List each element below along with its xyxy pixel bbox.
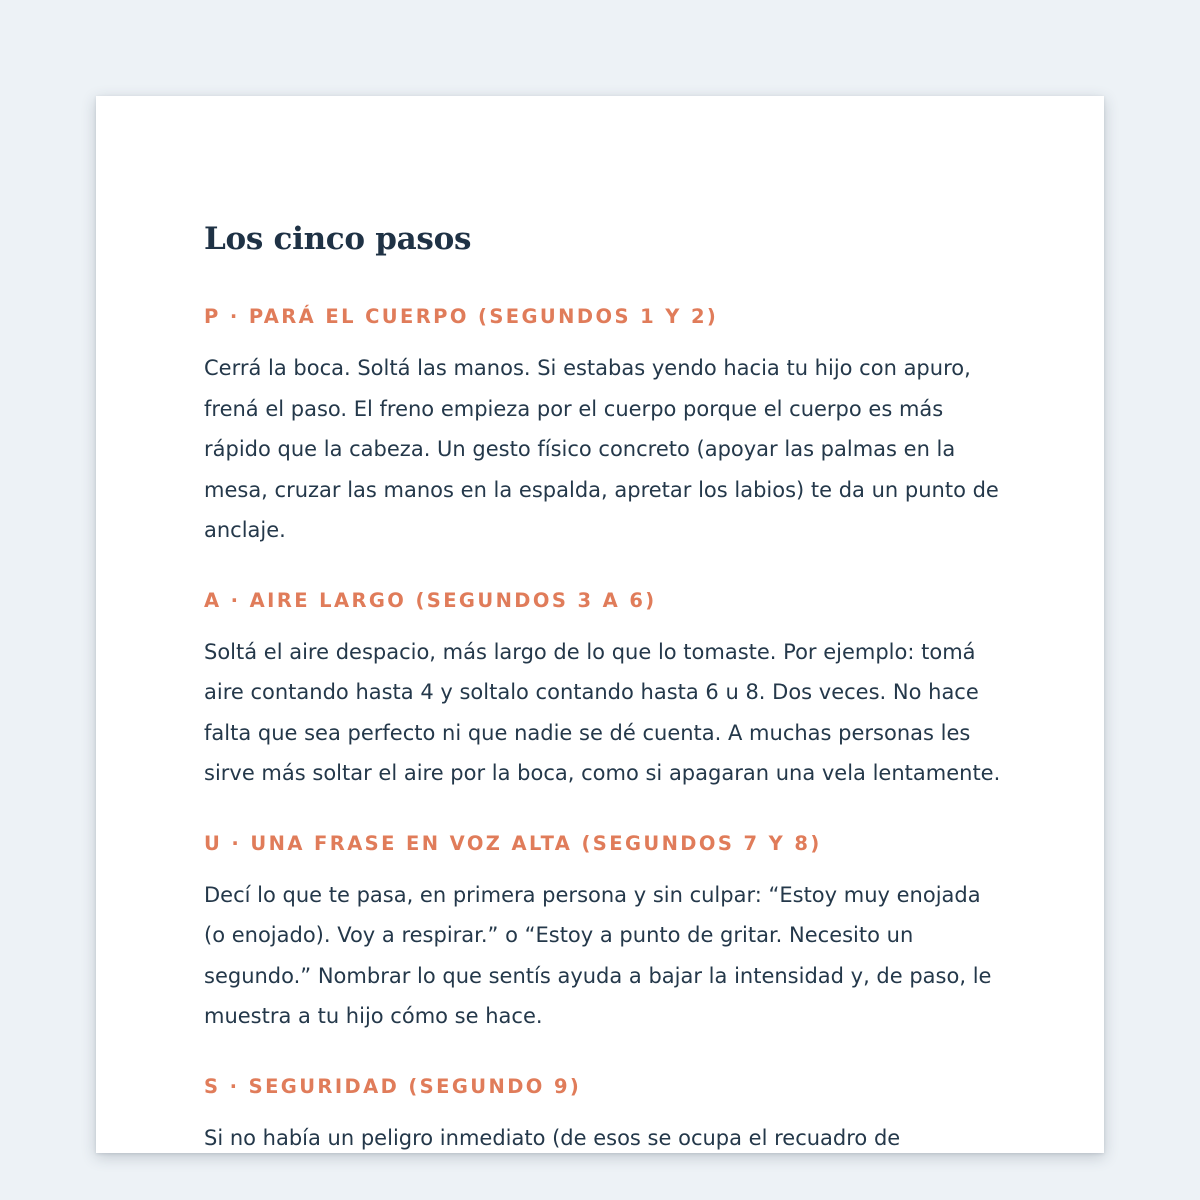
step-heading: A · AIRE LARGO (SEGUNDOS 3 A 6)	[204, 588, 657, 612]
step-a	[204, 584, 1004, 794]
step-body: Cerrá la boca. Soltá las manos. Si estabas yendo hacia tu hijo con apuro, frená el paso. El freno empieza por el cuerpo porque el cuerpo es más rápido que la cabeza. Un gesto físico concreto (apoyar las palmas en la mesa, cruzar las manos en la espalda, apretar los labios) te da un punto de anclaje.	[204, 356, 999, 542]
step-body: Soltá el aire despacio, más largo de lo que lo tomaste. Por ejemplo: tomá aire contando hasta 4 y soltalo contando hasta 6 u 8. Dos veces. No hace falta que sea perfecto ni que nadie se dé cuenta. A muchas personas les sirve más soltar el aire por la boca, como si apagaran una vela lentamente.	[204, 639, 1001, 785]
step-heading: S · SEGURIDAD (SEGUNDO 9)	[204, 1074, 582, 1098]
step-heading: U · UNA FRASE EN VOZ ALTA (SEGUNDOS 7 Y 8)	[204, 831, 822, 855]
step-p	[204, 300, 1004, 551]
step-body: Decí lo que te pasa, en primera persona y sin culpar: “Estoy muy enojada (o enojado). Voy a respirar.” o “Estoy a punto de gritar. Necesito un segundo.” Nombrar lo que sentís ayuda a bajar la intensidad y, de paso, le muestra a tu hijo cómo se hace.	[204, 882, 992, 1028]
section-title: Los cinco pasos	[204, 221, 472, 257]
step-body: Si no había un peligro inmediato (de esos se ocupa el recuadro de	[204, 1125, 901, 1150]
document-page	[96, 96, 1104, 1153]
document-content	[204, 214, 1004, 1153]
step-s	[204, 1070, 1004, 1154]
step-heading: P · PARÁ EL CUERPO (SEGUNDOS 1 Y 2)	[204, 305, 719, 328]
step-u	[204, 827, 1004, 1037]
